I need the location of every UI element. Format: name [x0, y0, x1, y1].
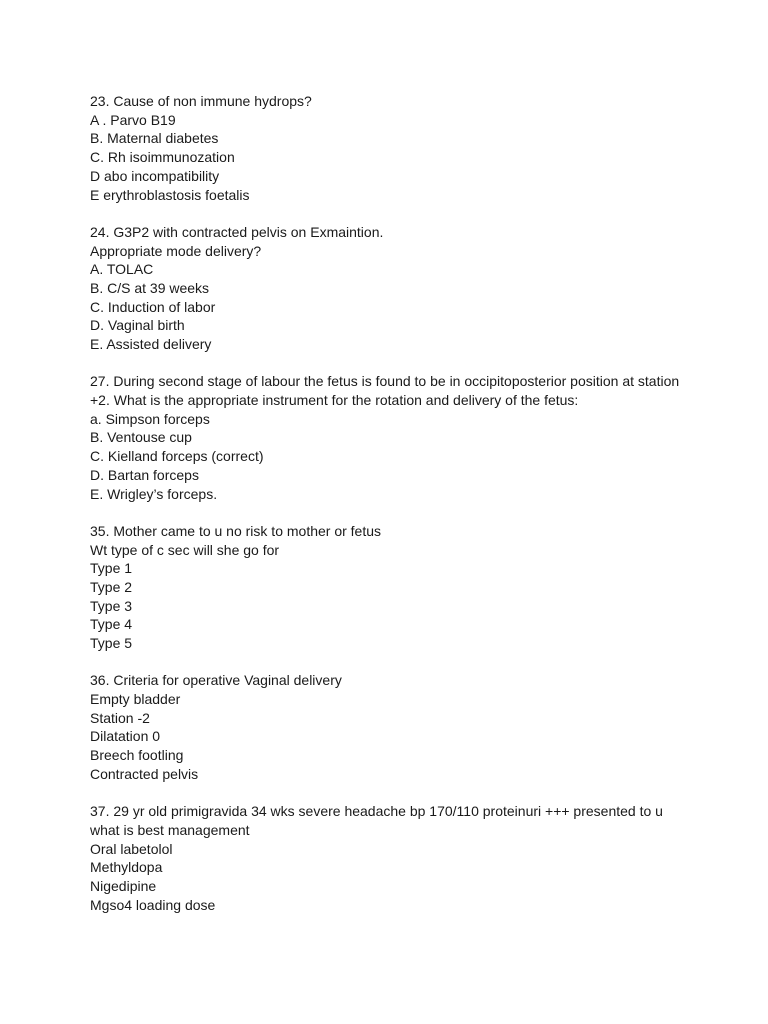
answer-option: Oral labetolol [90, 840, 173, 857]
question-24 [90, 223, 690, 354]
answer-option: Breech footling [90, 747, 184, 764]
answer-option: Type 1 [90, 560, 133, 577]
answer-option: B. C/S at 39 weeks [90, 279, 210, 296]
answer-option: D. Vaginal birth [90, 317, 185, 334]
question-36 [90, 671, 690, 783]
question-35 [90, 522, 690, 653]
question-text: 27. During second stage of labour the fetus is found to be in occipitoposterior position at station [90, 373, 680, 390]
question-text: Appropriate mode delivery? [90, 242, 262, 259]
answer-option: C. Rh isoimmunozation [90, 149, 235, 166]
answer-option: B. Maternal diabetes [90, 130, 219, 147]
question-37 [90, 802, 690, 914]
answer-option: Empty bladder [90, 691, 181, 708]
answer-option: E erythroblastosis foetalis [90, 186, 250, 203]
question-text: what is best management [90, 821, 250, 838]
answer-option: Contracted pelvis [90, 765, 199, 782]
answer-option: Methyldopa [90, 859, 163, 876]
answer-option: E. Wrigley’s forceps. [90, 485, 218, 502]
question-text: 35. Mother came to u no risk to mother or fetus [90, 522, 382, 539]
document-page [90, 92, 690, 933]
question-text: 36. Criteria for operative Vaginal delivery [90, 672, 342, 689]
answer-option: Nigedipine [90, 877, 157, 894]
question-text: 23. Cause of non immune hydrops? [90, 93, 312, 109]
answer-option: D. Bartan forceps [90, 466, 199, 483]
answer-option: a. Simpson forceps [90, 410, 210, 427]
answer-option: Type 4 [90, 616, 133, 633]
answer-option: A. TOLAC [90, 261, 154, 278]
question-text: 37. 29 yr old primigravida 34 wks severe headache bp 170/110 proteinuri +++ presented to u [90, 803, 663, 820]
answer-option: Dilatation 0 [90, 728, 161, 745]
question-text: Wt type of c sec will she go for [90, 541, 280, 558]
answer-option: Type 2 [90, 578, 133, 595]
answer-option: D abo incompatibility [90, 167, 220, 184]
question-23 [90, 92, 690, 204]
question-text: 24. G3P2 with contracted pelvis on Exmaintion. [90, 223, 384, 240]
question-text: +2. What is the appropriate instrument for the rotation and delivery of the fetus: [90, 392, 579, 409]
answer-option: Mgso4 loading dose [90, 896, 216, 913]
question-27 [90, 372, 690, 503]
answer-option: C. Induction of labor [90, 298, 216, 315]
answer-option: E. Assisted delivery [90, 336, 212, 353]
answer-option: Type 5 [90, 635, 133, 652]
answer-option: Type 3 [90, 597, 133, 614]
answer-option: A . Parvo B19 [90, 111, 176, 128]
answer-option: Station -2 [90, 709, 150, 726]
answer-option: C. Kielland forceps (correct) [90, 448, 264, 465]
answer-option: B. Ventouse cup [90, 429, 192, 446]
